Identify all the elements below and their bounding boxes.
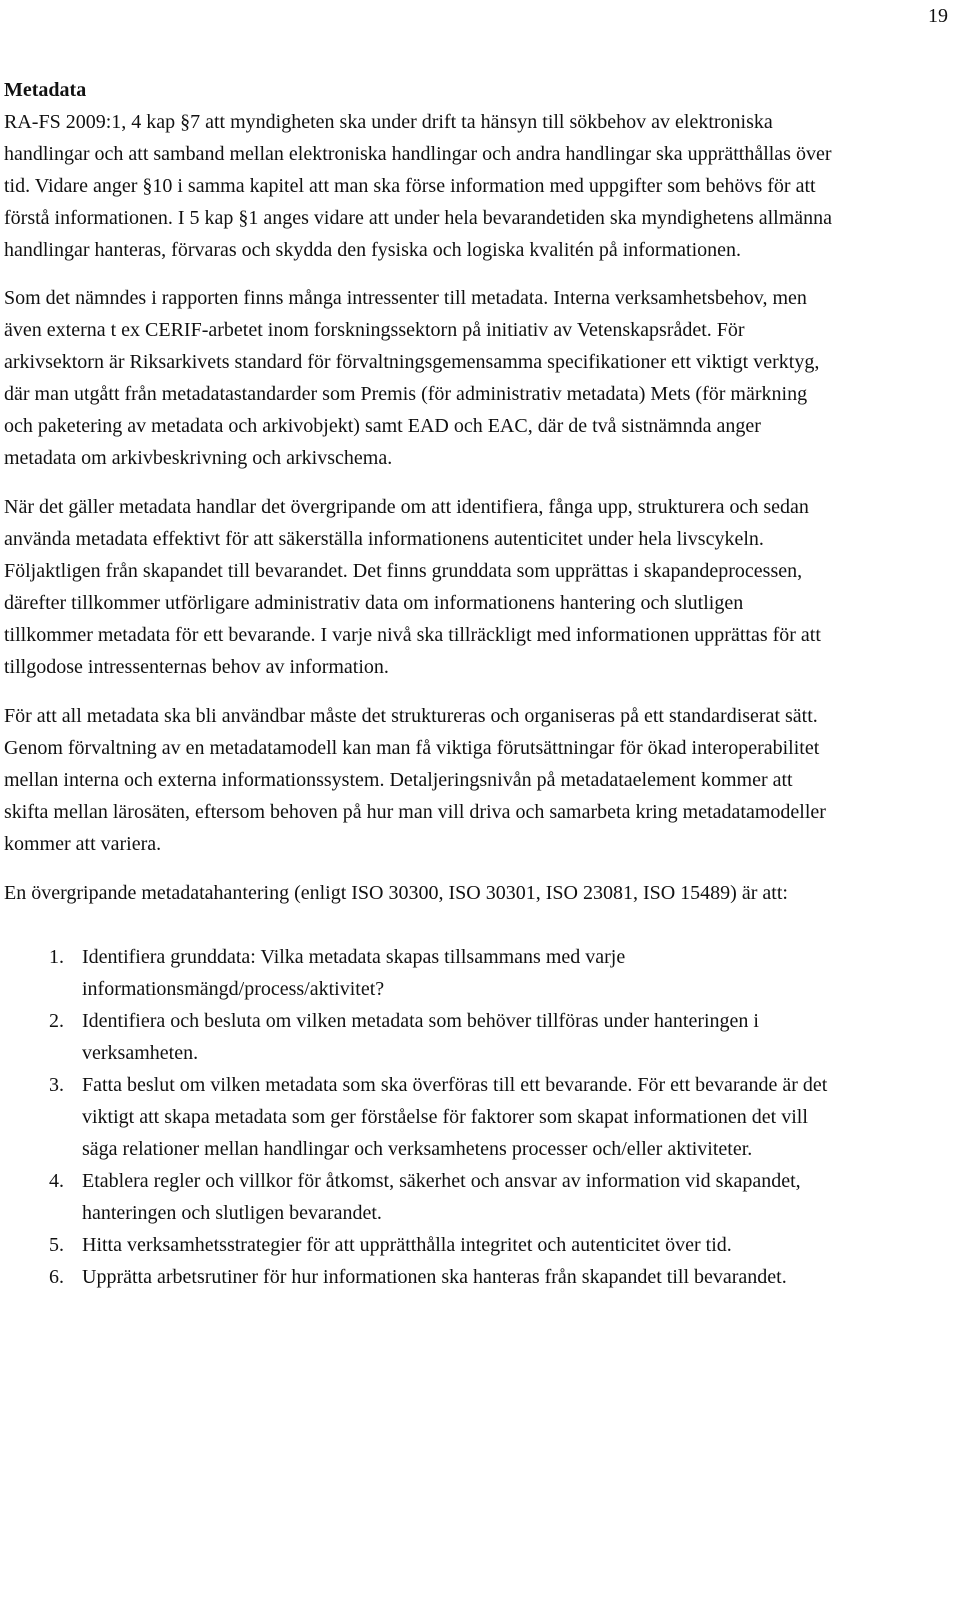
list-item-number: 2.: [49, 1010, 64, 1032]
list-item-text: Hitta verksamhetsstrategier för att upprätthålla integritet och autenticitet över tid.: [82, 1234, 732, 1256]
list-item: [4, 1229, 834, 1261]
list-item-number: 1.: [49, 946, 64, 968]
list-item-number: 5.: [49, 1234, 64, 1256]
list-item-text: Fatta beslut om vilken metadata som ska överföras till ett bevarande. För ett bevarande är det viktigt att skapa metadata som ger förståelse för faktorer som skapat informationen det vill säga relationer mellan handlingar och verksamhetens processer och/eller aktiviteter.: [82, 1074, 828, 1160]
paragraph-metadata-model: För att all metadata ska bli användbar måste det struktureras och organiseras på ett standardiserat sätt. Genom förvaltning av en metadatamodell kan man få viktiga förutsättningar för ökad interoperabilitet mellan interna och externa informationssystem. Detaljeringsnivån på metadataelement kommer att skifta mellan lärosäten, eftersom behoven på hur man vill driva och samarbeta kring metadatamodeller kommer att variera.: [4, 705, 826, 855]
list-item-number: 4.: [49, 1170, 64, 1192]
numbered-list: [4, 941, 834, 1293]
list-item-text: Identifiera och besluta om vilken metadata som behöver tillföras under hanteringen i verksamheten.: [82, 1010, 759, 1064]
list-item: [4, 1005, 834, 1069]
list-item-text: Identifiera grunddata: Vilka metadata skapas tillsammans med varje informationsmängd/process/aktivitet?: [82, 946, 626, 1000]
list-item: [4, 1069, 834, 1165]
list-item: [4, 941, 834, 1005]
document-body: [4, 74, 834, 1293]
page-number: 19: [928, 5, 948, 27]
paragraph-iso-intro: En övergripande metadatahantering (enligt ISO 30300, ISO 30301, ISO 23081, ISO 15489) är att:: [4, 882, 788, 904]
list-item: [4, 1165, 834, 1229]
list-item: [4, 1261, 834, 1293]
list-item-text: Upprätta arbetsrutiner för hur informationen ska hanteras från skapandet till bevarandet.: [82, 1266, 787, 1288]
section-heading: Metadata: [4, 79, 87, 101]
list-item-number: 3.: [49, 1074, 64, 1096]
paragraph-metadata-lifecycle: När det gäller metadata handlar det övergripande om att identifiera, fånga upp, strukturera och sedan använda metadata effektivt för att säkerställa informationens autenticitet under hela livscykeln. Följaktligen från skapandet till bevarandet. Det finns grunddata som upprättas i skapandeprocessen, därefter tillkommer utförligare administrativ data om informationens hantering och slutligen tillkommer metadata för ett bevarande. I varje nivå ska tillräckligt med informationen upprättas för att tillgodose intressenternas behov av information.: [4, 496, 821, 678]
paragraph-stakeholders: Som det nämndes i rapporten finns många intressenter till metadata. Interna verksamhetsbehov, men även externa t ex CERIF-arbetet inom forskningssektorn på initiativ av Vetenskapsrådet. För arkivsektorn är Riksarkivets standard för förvaltningsgemensamma specifikationer ett viktigt verktyg, där man utgått från metadatastandarder som Premis (för administrativ metadata) Mets (för märkning och paketering av metadata och arkivobjekt) samt EAD och EAC, där de två sistnämnda anger metadata om arkivbeskrivning och arkivschema.: [4, 287, 820, 469]
list-item-number: 6.: [49, 1266, 64, 1288]
paragraph-legal-requirements: RA-FS 2009:1, 4 kap §7 att myndigheten ska under drift ta hänsyn till sökbehov av elektroniska handlingar och att samband mellan elektroniska handlingar och andra handlingar ska upprätthållas över tid. Vidare anger §10 i samma kapitel att man ska förse information med uppgifter som behövs för att förstå informationen. I 5 kap §1 anges vidare att under hela bevarandetiden ska myndighetens allmänna handlingar hanteras, förvaras och skydda den fysiska och logiska kvalitén på informationen.: [4, 111, 833, 261]
list-item-text: Etablera regler och villkor för åtkomst, säkerhet och ansvar av information vid skapandet, hanteringen och slutligen bevarandet.: [82, 1170, 801, 1224]
